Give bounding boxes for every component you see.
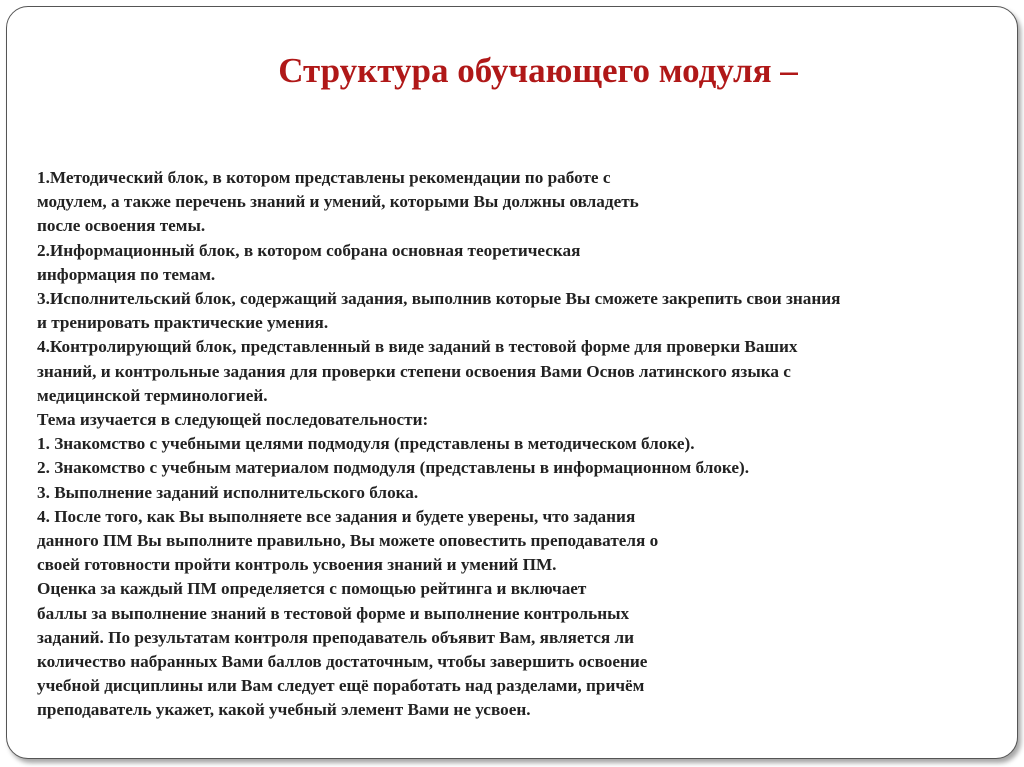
text-line: медицинской терминологией.: [37, 385, 268, 405]
text-line: и тренировать практические умения.: [37, 313, 329, 333]
text-line: знаний, и контрольные задания для проверки степени освоения Вами Основ латинского языка с: [37, 361, 791, 381]
text-line: заданий. По результатам контроля преподаватель объявит Вам, является ли: [37, 627, 634, 647]
text-line: Тема изучается в следующей последовательности:: [37, 410, 429, 430]
text-line: данного ПМ Вы выполните правильно, Вы можете оповестить преподавателя о: [37, 531, 659, 551]
text-line: преподаватель укажет, какой учебный элемент Вами не усвоен.: [37, 700, 531, 720]
text-line: учебной дисциплины или Вам следует ещё поработать над разделами, причём: [37, 676, 645, 696]
text-line: модулем, а также перечень знаний и умений, которыми Вы должны овладеть: [37, 192, 639, 212]
text-line: 4. После того, как Вы выполняете все задания и будете уверены, что задания: [37, 506, 636, 526]
slide-title: Структура обучающего модуля –: [278, 51, 798, 90]
text-line: информация по темам.: [37, 264, 216, 284]
text-line: баллы за выполнение знаний в тестовой форме и выполнение контрольных: [37, 603, 630, 623]
text-line: 1.Методический блок, в котором представлены рекомендации по работе с: [37, 168, 611, 187]
slide-body-text: [37, 166, 997, 723]
text-line: Оценка за каждый ПМ определяется с помощью рейтинга и включает: [37, 579, 587, 599]
text-line: 2.Информационный блок, в котором собрана основная теоретическая: [37, 240, 581, 260]
text-line: 4.Контролирующий блок, представленный в виде заданий в тестовой форме для проверки Ваших: [37, 337, 798, 357]
text-line: 1. Знакомство с учебными целями подмодуля (представлены в методическом блоке).: [37, 434, 695, 454]
text-line: 2. Знакомство с учебным материалом подмодуля (представлены в информационном блоке).: [37, 458, 750, 478]
text-line: 3. Выполнение заданий исполнительского блока.: [37, 482, 419, 502]
text-line: после освоения темы.: [37, 216, 206, 236]
text-line: количество набранных Вами баллов достаточным, чтобы завершить освоение: [37, 652, 648, 672]
text-line: 3.Исполнительский блок, содержащий задания, выполнив которые Вы сможете закрепить свои знания: [37, 289, 841, 309]
text-line: своей готовности пройти контроль усвоения знаний и умений ПМ.: [37, 555, 557, 575]
